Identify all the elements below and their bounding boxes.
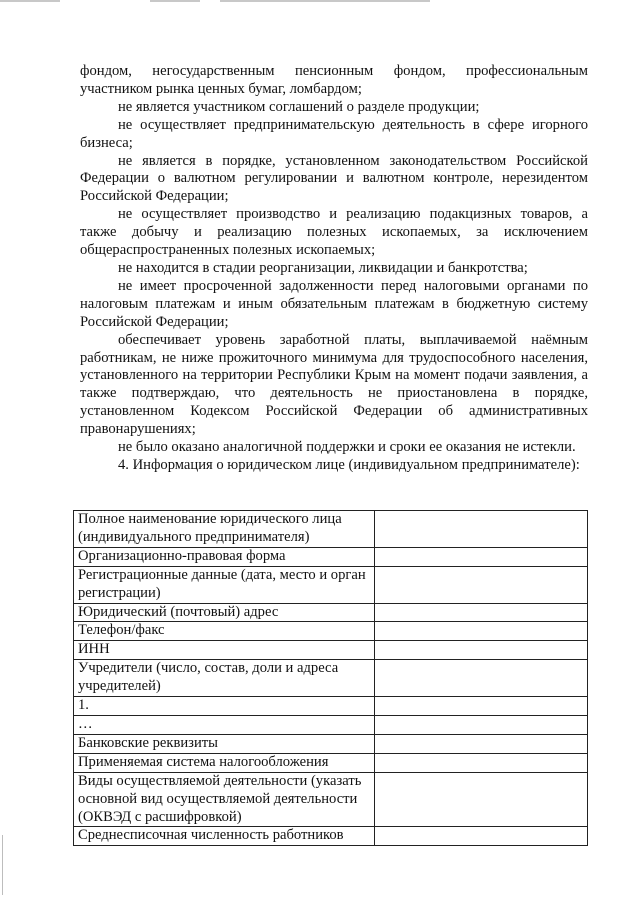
table-row [74,734,588,753]
row-value [374,715,587,734]
row-label: Юридический (почтовый) адрес [74,603,375,622]
scan-artifact-top-left [0,0,60,2]
row-label: 1. [74,697,375,716]
row-label: Организационно-правовая форма [74,547,375,566]
paragraph: не осуществляет производство и реализацию подакцизных товаров, а также добычу и реализацию полезных ископаемых, за исключением общераспространенных полезных ископаемых; [80,206,588,259]
row-label: Виды осуществляемой деятельности (указать основной вид осуществляемой деятельности (ОКВЭД с расшифровкой) [74,772,375,827]
table-row [74,715,588,734]
paragraph: фондом, негосударственным пенсионным фондом, профессиональным участником рынка ценных бумаг, ломбардом; [80,63,588,97]
row-label: Учредители (число, состав, доли и адреса учредителей) [74,660,375,697]
paragraph: обеспечивает уровень заработной платы, выплачиваемой наёмным работникам, не ниже прожиточного минимума для трудоспособного населения, установленного на территории Республики Крым на момент подачи заявления, а также подтверждаю, что деятельность не приостановлена в порядке, установленном Кодексом Российской Федерации об административных правонарушениях; [80,331,588,438]
row-label: ИНН [74,641,375,660]
row-value [374,603,587,622]
row-value [374,660,587,697]
row-value [374,697,587,716]
table-row [74,603,588,622]
table-row [74,641,588,660]
table-row [74,827,588,846]
info-table [73,510,588,846]
row-label: Регистрационные данные (дата, место и орган регистрации) [74,566,375,603]
row-label: … [74,715,375,734]
row-label: Среднесписочная численность работников [74,827,375,846]
row-value [374,547,587,566]
row-value [374,772,587,827]
row-label: Полное наименование юридического лица (индивидуального предпринимателя) [74,511,375,548]
row-label: Применяемая система налогообложения [74,753,375,772]
row-value [374,734,587,753]
row-value [374,753,587,772]
paragraph: не является в порядке, установленном законодательством Российской Федерации о валютном регулировании и валютном контроле, нерезидентом Российской Федерации; [80,152,588,205]
table-row [74,547,588,566]
table-row [74,697,588,716]
table-row [74,660,588,697]
paragraph: не находится в стадии реорганизации, ликвидации и банкротства; [118,259,528,276]
table-row [74,753,588,772]
paragraph: не имеет просроченной задолженности перед налоговыми органами по налоговым платежам и иным обязательным платежам в бюджетную систему Российской Федерации; [80,277,588,330]
table-row [74,566,588,603]
table-row [74,772,588,827]
table-row [74,511,588,548]
table-row [74,622,588,641]
section-heading: 4. Информация о юридическом лице (индивидуальном предпринимателе): [118,456,580,473]
scan-artifact-top-middle [150,0,200,2]
row-value [374,511,587,548]
row-label: Банковские реквизиты [74,734,375,753]
row-label: Телефон/факс [74,622,375,641]
row-value [374,827,587,846]
paragraph: не было оказано аналогичной поддержки и сроки ее оказания не истекли. [118,439,576,456]
document-body [80,63,588,475]
row-value [374,566,587,603]
row-value [374,641,587,660]
row-value [374,622,587,641]
scan-artifact-left-edge [2,835,3,895]
scan-artifact-top-right [220,0,430,2]
paragraph: не является участником соглашений о разделе продукции; [118,98,480,115]
paragraph: не осуществляет предпринимательскую деятельность в сфере игорного бизнеса; [80,116,588,151]
